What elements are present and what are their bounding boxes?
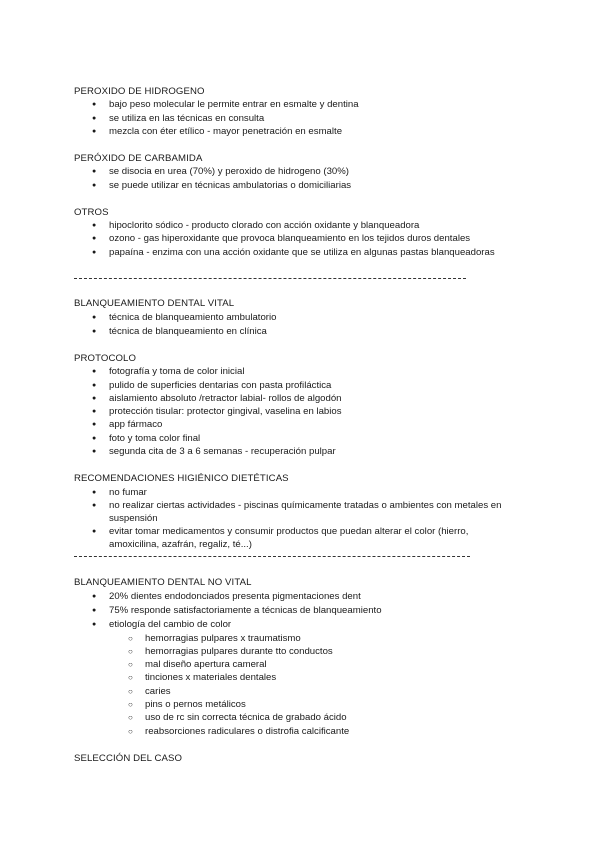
document-page: PEROXIDO DE HIDROGENO ● bajo peso molecular le permite entrar en esmalte y dentina ● se utiliza en las técnicas en consulta ● mezcla con éter etílico - mayor penetración en esmalte PERÓXIDO DE CARBAMIDA ● se disocia en urea (70%) y peroxido de hidrogeno (30%) ● se puede utilizar en técnicas ambulatorias o domiciliarias OTROS ● hipoclorito sódico - producto clorado con acción oxidante y blanqueadora ● ozono - gas hiperoxidante que provoca blanqueamiento en los tejidos duros dentales ● papaína - enzima con una acción oxidante que se utiliza en algunas pastas blanqueadoras BLANQUEAMIENTO DENTAL VITAL ● técnica de blanqueamiento ambulatorio ● técnica de blanqueamiento en clínica PROTOCOLO ● fotografía y toma de color inicial ● pulido de superficies dentarias con pasta profiláctica ● aislamiento absoluto /retractor labial- rollos de algodón ● protección tisular: protector gingival, vaselina en labios ● app fármaco ● foto y toma color final ● segunda cita de 3 a 6 semanas - recuperación pulpar RECOMENDACIONES HIGIÉNICO DIETÉTICAS ● no fumar ● no realizar ciertas actividades - piscinas químicamente tratadas o ambientes con metales en suspensión ● evitar tomar medicamentos y consumir productos que puedan alterar el color (hierro, amoxicilina, azafrán, regaliz, té...) BLANQUEAMIENTO DENTAL NO VITAL ● 20% dientes endodonciados presenta pigmentaciones dent ● 75% responde satisfactoriamente a técnicas de blanqueamiento ● etiología del cambio de color ○ hemorragias pulpares x traumatismo ○ hemorragias pulpares durante tto conductos ○ mal diseño apertura cameral ○ tinciones x materiales dentales ○ caries ○ pins o pernos metálicos ○ uso de rc sin correcta técnica de grabado ácido ○ reabsorciones radiculares o distrofia calcificante SELECCIÓN DEL CASO <box>74 86 502 764</box>
divider <box>74 278 466 279</box>
hollow-bullet-icon: ○ <box>128 713 133 722</box>
hollow-bullet-icon: ○ <box>128 687 133 696</box>
bullet-icon: ● <box>92 235 97 242</box>
bullet-icon: ● <box>92 489 97 496</box>
hollow-bullet-icon: ○ <box>128 660 133 669</box>
bullet-icon: ● <box>92 168 97 175</box>
bullet-icon: ● <box>92 382 97 389</box>
bullet-icon: ● <box>92 448 97 455</box>
bullet-icon: ● <box>92 621 97 628</box>
bullet-icon: ● <box>92 222 97 229</box>
bullet-icon: ● <box>92 502 97 509</box>
list-item-continuation: suspensión <box>109 513 158 524</box>
list-item-continuation: amoxicilina, azafrán, regaliz, té...) <box>109 539 252 550</box>
section-heading-recomendaciones: RECOMENDACIONES HIGIÉNICO DIETÉTICAS <box>74 473 289 484</box>
hollow-bullet-icon: ○ <box>128 634 133 643</box>
divider <box>74 556 470 557</box>
hollow-bullet-icon: ○ <box>128 727 133 736</box>
bullet-icon: ● <box>92 128 97 135</box>
hollow-bullet-icon: ○ <box>128 673 133 682</box>
section-heading-seleccion: SELECCIÓN DEL CASO <box>74 753 183 764</box>
section-heading-vital: BLANQUEAMIENTO DENTAL VITAL <box>74 298 235 309</box>
bullet-icon: ● <box>92 421 97 428</box>
section-heading-protocolo: PROTOCOLO <box>74 353 137 364</box>
bullet-icon: ● <box>92 328 97 335</box>
hollow-bullet-icon: ○ <box>128 700 133 709</box>
bullet-icon: ● <box>92 408 97 415</box>
bullet-icon: ● <box>92 593 97 600</box>
section-heading-peroxido-carbamida: PERÓXIDO DE CARBAMIDA <box>74 153 203 164</box>
section-heading-no-vital: BLANQUEAMIENTO DENTAL NO VITAL <box>74 577 252 588</box>
hollow-bullet-icon: ○ <box>128 647 133 656</box>
bullet-icon: ● <box>92 314 97 321</box>
bullet-icon: ● <box>92 115 97 122</box>
bullet-icon: ● <box>92 395 97 402</box>
bullet-icon: ● <box>92 182 97 189</box>
bullet-icon: ● <box>92 528 97 535</box>
bullet-icon: ● <box>92 368 97 375</box>
section-heading-otros: OTROS <box>74 207 109 218</box>
bullet-icon: ● <box>92 249 97 256</box>
bullet-icon: ● <box>92 435 97 442</box>
bullet-icon: ● <box>92 607 97 614</box>
bullet-icon: ● <box>92 101 97 108</box>
section-heading-peroxido-hidrogeno: PEROXIDO DE HIDROGENO <box>74 86 205 97</box>
